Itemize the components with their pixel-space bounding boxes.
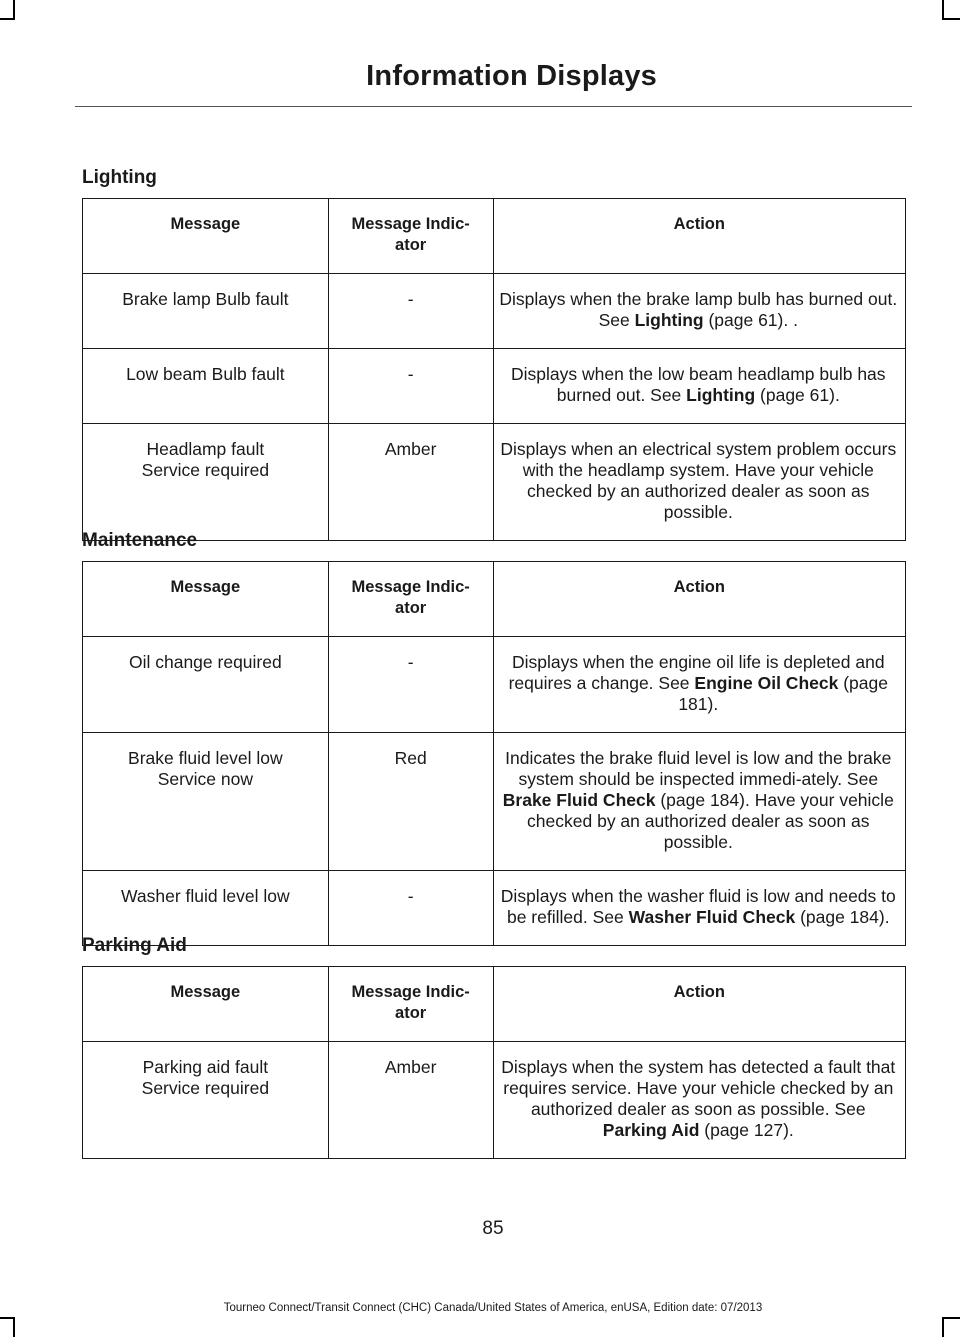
message-cell <box>83 733 329 871</box>
table-row <box>83 274 906 349</box>
table-row <box>83 637 906 733</box>
indicator-cell: Amber <box>328 1042 493 1159</box>
table-row <box>83 424 906 541</box>
table-row <box>83 871 906 946</box>
action-text: Displays when the washer fluid is low and needs to be refilled. See <box>500 886 896 927</box>
page-title: Information Displays <box>366 60 657 92</box>
indicator-cell: - <box>328 871 493 946</box>
table-header-row <box>83 199 906 274</box>
header-divider <box>75 106 912 107</box>
cross-reference-link[interactable]: Parking Aid <box>602 1120 700 1140</box>
parking-aid-table <box>82 966 906 1159</box>
column-header-action: Action <box>493 562 905 637</box>
maintenance-table <box>82 561 906 946</box>
section-title-parking-aid: Parking Aid <box>82 935 187 956</box>
message-cell: Low beam Bulb fault <box>83 349 329 424</box>
section-title-lighting: Lighting <box>82 167 157 188</box>
crop-mark <box>942 1317 960 1319</box>
action-cell <box>493 871 905 946</box>
action-text: (page 61). <box>755 385 840 405</box>
cross-reference-link[interactable]: Washer Fluid Check <box>628 907 796 927</box>
crop-mark <box>942 0 944 20</box>
action-text: (page 181). <box>678 673 888 714</box>
indicator-cell: Red <box>328 733 493 871</box>
column-header-message: Message <box>83 967 329 1042</box>
column-header-indicator: Message Indic- ator <box>328 967 493 1042</box>
action-text: (page 184). <box>795 907 890 927</box>
cross-reference-link[interactable]: Lighting <box>634 310 704 330</box>
action-text: Displays when the low beam headlamp bulb has burned out. See <box>511 364 886 405</box>
message-line: Service required <box>141 460 270 480</box>
column-header-message: Message <box>83 199 329 274</box>
message-line: Headlamp fault <box>146 439 265 459</box>
column-header-action: Action <box>493 199 905 274</box>
message-line: Brake fluid level low <box>128 748 283 768</box>
message-cell: Oil change required <box>83 637 329 733</box>
action-cell: Displays when an electrical system problem occurs with the headlamp system. Have your vehicle checked by an authorized dealer as soon as possible. <box>493 424 905 541</box>
message-cell <box>83 1042 329 1159</box>
cross-reference-link[interactable]: Engine Oil Check <box>694 673 839 693</box>
message-cell: Brake lamp Bulb fault <box>83 274 329 349</box>
crop-mark <box>0 1317 15 1319</box>
action-cell <box>493 1042 905 1159</box>
indicator-cell: - <box>328 349 493 424</box>
action-cell <box>493 349 905 424</box>
action-cell <box>493 274 905 349</box>
action-text: Indicates the brake fluid level is low and the brake system should be inspected immedi-ately. See <box>505 748 892 789</box>
column-header-action: Action <box>493 967 905 1042</box>
message-cell: Washer fluid level low <box>83 871 329 946</box>
table-row <box>83 1042 906 1159</box>
cross-reference-link[interactable]: Brake Fluid Check <box>502 790 656 810</box>
crop-mark <box>13 0 15 20</box>
lighting-table <box>82 198 906 541</box>
action-text: Displays when the system has detected a fault that requires service. Have your vehicle checked by an authorized dealer as soon as possible. See <box>501 1057 896 1119</box>
table-row <box>83 733 906 871</box>
action-text: (page 61). . <box>703 310 798 330</box>
page-number: 85 <box>482 1218 504 1239</box>
indicator-cell: Amber <box>328 424 493 541</box>
indicator-cell: - <box>328 637 493 733</box>
crop-mark <box>942 18 960 20</box>
table-header-row <box>83 967 906 1042</box>
message-line: Service now <box>157 769 254 789</box>
column-header-message: Message <box>83 562 329 637</box>
action-cell <box>493 733 905 871</box>
action-text: Displays when the engine oil life is depleted and requires a change. See <box>508 652 885 693</box>
footer-edition-text: Tourneo Connect/Transit Connect (CHC) Canada/United States of America, enUSA, Edition date: 07/2013 <box>223 1302 763 1314</box>
crop-mark <box>0 18 15 20</box>
action-text: (page 127). <box>699 1120 794 1140</box>
table-row <box>83 349 906 424</box>
column-header-indicator: Message Indic- ator <box>328 199 493 274</box>
message-line: Service required <box>141 1078 270 1098</box>
message-line: Parking aid fault <box>142 1057 269 1077</box>
indicator-cell: - <box>328 274 493 349</box>
crop-mark <box>13 1317 15 1337</box>
action-text: (page 184). Have your vehicle checked by an authorized dealer as soon as possible. <box>527 790 894 852</box>
table-header-row <box>83 562 906 637</box>
column-header-indicator: Message Indic- ator <box>328 562 493 637</box>
crop-mark <box>942 1317 944 1337</box>
message-cell <box>83 424 329 541</box>
action-text: Displays when the brake lamp bulb has burned out. See <box>499 289 898 330</box>
section-title-maintenance: Maintenance <box>82 530 198 551</box>
cross-reference-link[interactable]: Lighting <box>686 385 756 405</box>
action-cell <box>493 637 905 733</box>
